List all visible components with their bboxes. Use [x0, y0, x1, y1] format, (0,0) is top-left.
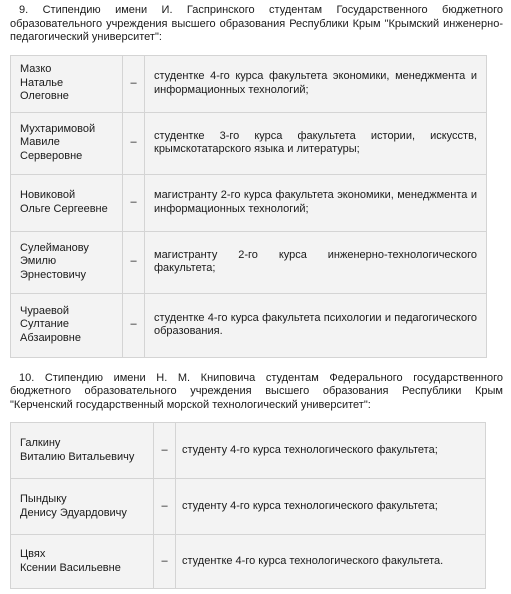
recipient-given-name: Мавиле [20, 136, 60, 149]
recipient-surname: Новиковой [20, 189, 76, 201]
recipient-surname: Чураевой [20, 304, 70, 317]
recipient-given-name: Султание [20, 318, 69, 331]
recipient-given-name: Денису Эдуардовичу [20, 506, 127, 519]
recipient-surname: Цвях [20, 548, 46, 560]
recipient-surname: Мазко [20, 63, 52, 76]
recipient-description-cell: студенту 4-го курса технологического факультета; [176, 423, 486, 479]
recipient-patronymic: Эрнестовичу [20, 268, 86, 281]
table-row [11, 231, 487, 293]
table-row [11, 535, 486, 589]
recipient-name-cell [11, 535, 154, 589]
recipient-patronymic: Серверовне [20, 149, 83, 162]
recipient-description-cell: студентке 4-го курса факультета психологии и педагогического образования. [145, 293, 487, 357]
section-10-table [10, 422, 486, 589]
recipient-description-cell: студентке 4-го курса технологического факультета. [176, 535, 486, 589]
table-row [11, 112, 487, 174]
recipient-description-cell: студентке 4-го курса факультета экономики, менеджмента и информационных технологий; [145, 55, 487, 112]
recipient-description-cell: студентке 3-го курса факультета истории, искусств, крымскотатарского языка и литературы; [145, 112, 487, 174]
recipient-surname: Мухтаримовой [20, 122, 96, 135]
recipient-name-cell [11, 55, 123, 112]
table-row [11, 174, 487, 231]
recipient-surname: Пындыку [20, 493, 67, 505]
recipient-name-cell [11, 293, 123, 357]
recipient-given-name: Виталию Витальевичу [20, 450, 135, 463]
section-9-paragraph: 9. Стипендию имени И. Гаспринского студентам Государственного бюджетного образовательного учреждения высшего образования Республики Крым "Крымский инженерно-педагогический университет": [10, 4, 503, 43]
recipient-description-cell: магистранту 2-го курса факультета экономики, менеджмента и информационных технологий; [145, 174, 487, 231]
recipient-given-name: Ксении Васильевне [20, 561, 121, 574]
recipient-name-cell [11, 423, 154, 479]
dash-cell: – [123, 174, 145, 231]
recipient-given-name: Эмилю [20, 255, 57, 268]
dash-cell: – [154, 479, 176, 535]
dash-cell: – [154, 535, 176, 589]
recipient-name-cell [11, 112, 123, 174]
recipient-description-cell: студенту 4-го курса технологического факультета; [176, 479, 486, 535]
table-row [11, 479, 486, 535]
dash-cell: – [154, 423, 176, 479]
recipient-given-name: Наталье Олеговне [20, 76, 69, 103]
section-9-table [10, 55, 487, 358]
dash-cell: – [123, 293, 145, 357]
dash-cell: – [123, 55, 145, 112]
recipient-description-cell: магистранту 2-го курса инженерно-технологического факультета; [145, 231, 487, 293]
recipient-name-cell [11, 231, 123, 293]
recipient-patronymic: Абзаировне [20, 331, 81, 344]
recipient-surname: Сулейманову [20, 241, 89, 254]
recipient-name-cell [11, 174, 123, 231]
dash-cell: – [123, 112, 145, 174]
recipient-name-cell [11, 479, 154, 535]
recipient-given-name: Ольге Сергеевне [20, 202, 108, 215]
section-10-paragraph: 10. Стипендию имени Н. М. Книповича студентам Федерального государственного бюджетного образовательного учреждения высшего образования Республики Крым "Керченский государственный морской технологический университет": [10, 371, 503, 411]
table-row [11, 423, 486, 479]
table-row [11, 55, 487, 112]
table-row [11, 293, 487, 357]
dash-cell: – [123, 231, 145, 293]
recipient-surname: Галкину [20, 437, 61, 449]
